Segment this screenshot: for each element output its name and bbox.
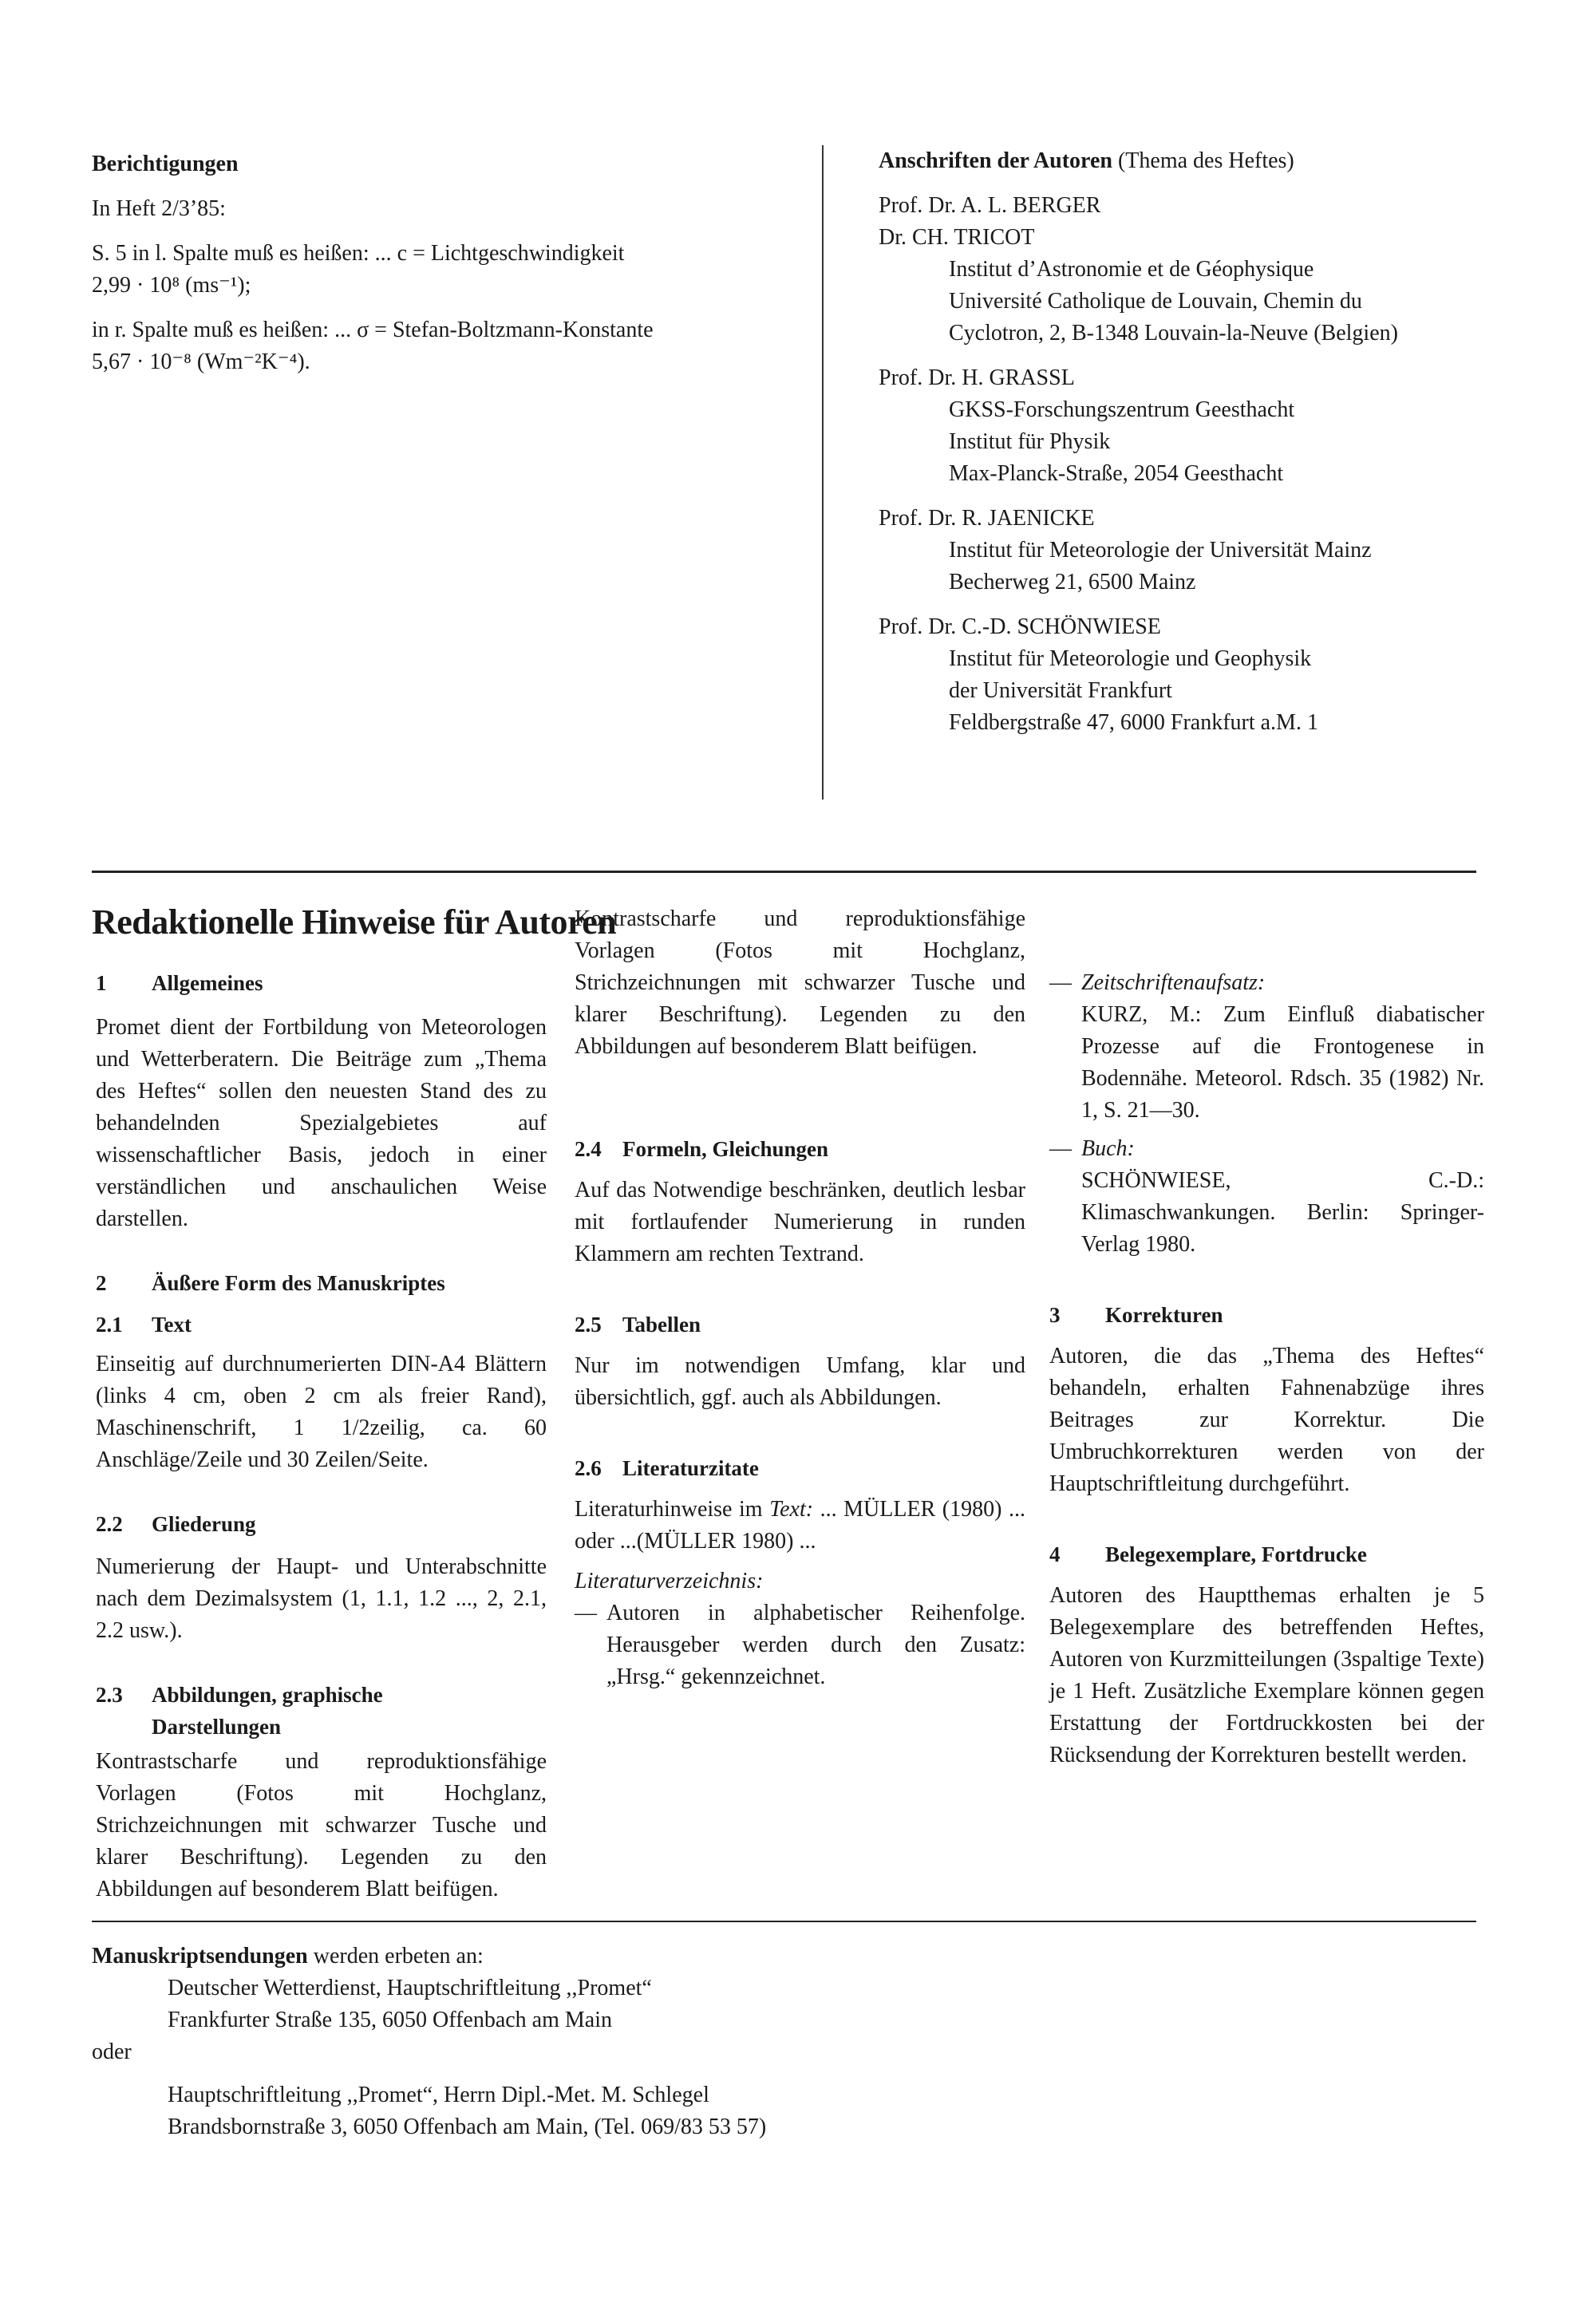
column-divider — [822, 145, 824, 800]
section-heading: Darstellungen — [152, 1715, 281, 1739]
submission-address-line: Hauptschriftleitung ,,Promet“, Herrn Dipl.-Met. M. Schlegel — [168, 2083, 709, 2107]
section-text: Promet dient der Fortbildung von Meteorologen und Wetterberatern. Die Beiträge zum „Thema des Heftes“ sollen den neuesten Stand des zu behandelnden Spezialgebietes auf wissenschaftlicher Basis, jedoch in einer verständlichen und anschaulichen Weise darstellen. — [96, 1015, 547, 1231]
section-text: Nur im notwendigen Umfang, klar und übersichtlich, ggf. auch als Abbildungen. — [575, 1353, 1025, 1410]
section-text: Numerierung der Haupt- und Unterabschnitte nach dem Dezimalsystem (1, 1.1, 1.2 ..., 2, 2.1, 2.2 usw.). — [96, 1554, 547, 1643]
section-heading: 4 Belegexemplare, Fortdrucke — [1049, 1542, 1367, 1566]
corrections-line: in r. Spalte muß es heißen: ... σ = Stefan-Boltzmann-Konstante — [92, 318, 654, 342]
author-address-line: Feldbergstraße 47, 6000 Frankfurt a.M. 1 — [949, 710, 1318, 735]
section-text: Einseitig auf durchnumerierten DIN-A4 Blättern (links 4 cm, oben 2 cm als freier Rand), Maschinenschrift, 1 1/2zeilig, ca. 60 Anschläge/Zeile und 30 Zeilen/Seite. — [96, 1352, 547, 1472]
guide-column-3 — [1049, 967, 1484, 1771]
submissions-block — [92, 1941, 1480, 2143]
literature-item: — Autoren in alphabetischer Reihenfolge. Herausgeber werden durch den Zusatz: „Hrsg.“ gekennzeichnet. — [575, 1601, 1025, 1689]
corrections-block — [92, 148, 794, 378]
literature-item: — Buch: — [1049, 1136, 1135, 1161]
literature-label: Literaturverzeichnis: — [575, 1569, 764, 1593]
corrections-issue: In Heft 2/3’85: — [92, 196, 226, 221]
guide-title: Redaktionelle Hinweise für Autoren — [92, 902, 617, 942]
section-heading: 2.1 Text — [96, 1313, 192, 1337]
submission-address-line: Deutscher Wetterdienst, Hauptschriftleitung ,,Promet“ — [168, 1976, 652, 2000]
addresses-title: Anschriften der Autoren (Thema des Heftes) — [879, 148, 1294, 173]
author-address-line: GKSS-Forschungszentrum Geesthacht — [949, 397, 1295, 422]
author-name: Prof. Dr. A. L. BERGER — [879, 193, 1101, 218]
author-name: Dr. CH. TRICOT — [879, 225, 1035, 250]
author-addresses — [879, 145, 1549, 739]
section-text: Autoren, die das „Thema des Heftes“ behandeln, erhalten Fahnenabzüge ihres Beitrages zur Korrektur. Die Umbruchkorrekturen werden von der Hauptschriftleitung durchgeführt. — [1049, 1344, 1484, 1496]
author-address-line: Institut d’Astronomie et de Géophysique — [949, 257, 1314, 282]
author-address-line: Institut für Meteorologie der Universität Mainz — [949, 538, 1372, 563]
section-heading: 2.6 Literaturzitate — [575, 1456, 759, 1480]
author-name: Prof. Dr. H. GRASSL — [879, 365, 1075, 390]
submissions-title: Manuskriptsendungen werden erbeten an: — [92, 1944, 484, 1969]
author-address-line: Institut für Physik — [949, 429, 1111, 454]
horizontal-rule — [92, 1921, 1476, 1922]
section-text: Auf das Notwendige beschränken, deutlich lesbar mit fortlaufender Numerierung in runden Klammern am rechten Textrand. — [575, 1178, 1025, 1266]
author-name: Prof. Dr. R. JAENICKE — [879, 506, 1095, 531]
section-heading: 1 Allgemeines — [96, 971, 263, 995]
section-heading: 2.5 Tabellen — [575, 1313, 701, 1337]
section-heading: 3 Korrekturen — [1049, 1303, 1223, 1327]
author-address-line: der Universität Frankfurt — [949, 678, 1172, 703]
section-text: Kontrastscharfe und reproduktionsfähige Vorlagen (Fotos mit Hochglanz, Strichzeichnungen mit schwarzer Tusche und klarer Beschriftung). Legenden zu den Abbildungen auf besonderem Blatt beifügen. — [96, 1749, 547, 1901]
author-address-line: Cyclotron, 2, B-1348 Louvain-la-Neuve (Belgien) — [949, 321, 1398, 346]
section-heading: 2.2 Gliederung — [96, 1512, 256, 1536]
author-address-line: Becherweg 21, 6500 Mainz — [949, 570, 1196, 594]
horizontal-rule — [92, 871, 1476, 873]
section-heading: 2.3 Abbildungen, graphische — [96, 1683, 383, 1707]
literature-example: KURZ, M.: Zum Einfluß diabatischer Prozesse auf die Frontogenese in Bodennähe. Meteorol. Rdsch. 35 (1982) Nr. 1, S. 21—30. — [1081, 1002, 1484, 1123]
literature-example: SCHÖNWIESE, C.-D.: Klimaschwankungen. Berlin: Springer-Verlag 1980. — [1081, 1168, 1484, 1257]
author-address-line: Université Catholique de Louvain, Chemin du — [949, 289, 1362, 314]
guide-column-2 — [575, 906, 1025, 1693]
section-text: Autoren des Hauptthemas erhalten je 5 Belegexemplare des betreffenden Heftes, Autoren von Kurzmitteilungen (3spaltige Texte) je 1 Heft. Zusätzliche Exemplare können gegen Erstattung der Fortdruckkosten bei der Rücksendung der Korrekturen bestellt werden. — [1049, 1583, 1484, 1767]
literature-item: — Zeitschriftenaufsatz: — [1049, 970, 1266, 995]
corrections-line: 5,67 · 10⁻⁸ (Wm⁻²K⁻⁴). — [92, 349, 310, 374]
corrections-title: Berichtigungen — [92, 152, 239, 176]
submission-address-line: Frankfurter Straße 135, 6050 Offenbach am Main — [168, 2008, 612, 2032]
section-heading: 2 Äußere Form des Manuskriptes — [96, 1271, 445, 1295]
corrections-line: 2,99 · 10⁸ (ms⁻¹); — [92, 273, 251, 298]
guide-column-1 — [96, 967, 547, 1901]
submission-address-line: Brandsbornstraße 3, 6050 Offenbach am Main, (Tel. 069/83 53 57) — [168, 2115, 767, 2139]
submissions-or: oder — [92, 2040, 132, 2064]
author-address-line: Institut für Meteorologie und Geophysik — [949, 646, 1312, 671]
section-text-continued: Kontrastscharfe und reproduktionsfähige Vorlagen (Fotos mit Hochglanz, Strichzeichnungen mit schwarzer Tusche und klarer Beschriftung). Legenden zu den Abbildungen auf besonderem Blatt beifügen. — [575, 906, 1025, 1059]
section-heading: 2.4 Formeln, Gleichungen — [575, 1137, 828, 1161]
author-address-line: Max-Planck-Straße, 2054 Geesthacht — [949, 461, 1284, 486]
author-name: Prof. Dr. C.-D. SCHÖNWIESE — [879, 614, 1161, 639]
corrections-line: S. 5 in l. Spalte muß es heißen: ... c = Lichtgeschwindigkeit — [92, 241, 625, 266]
section-text: Literaturhinweise im Text: ... MÜLLER (1980) ... oder ...(MÜLLER 1980) ... — [575, 1497, 1025, 1554]
